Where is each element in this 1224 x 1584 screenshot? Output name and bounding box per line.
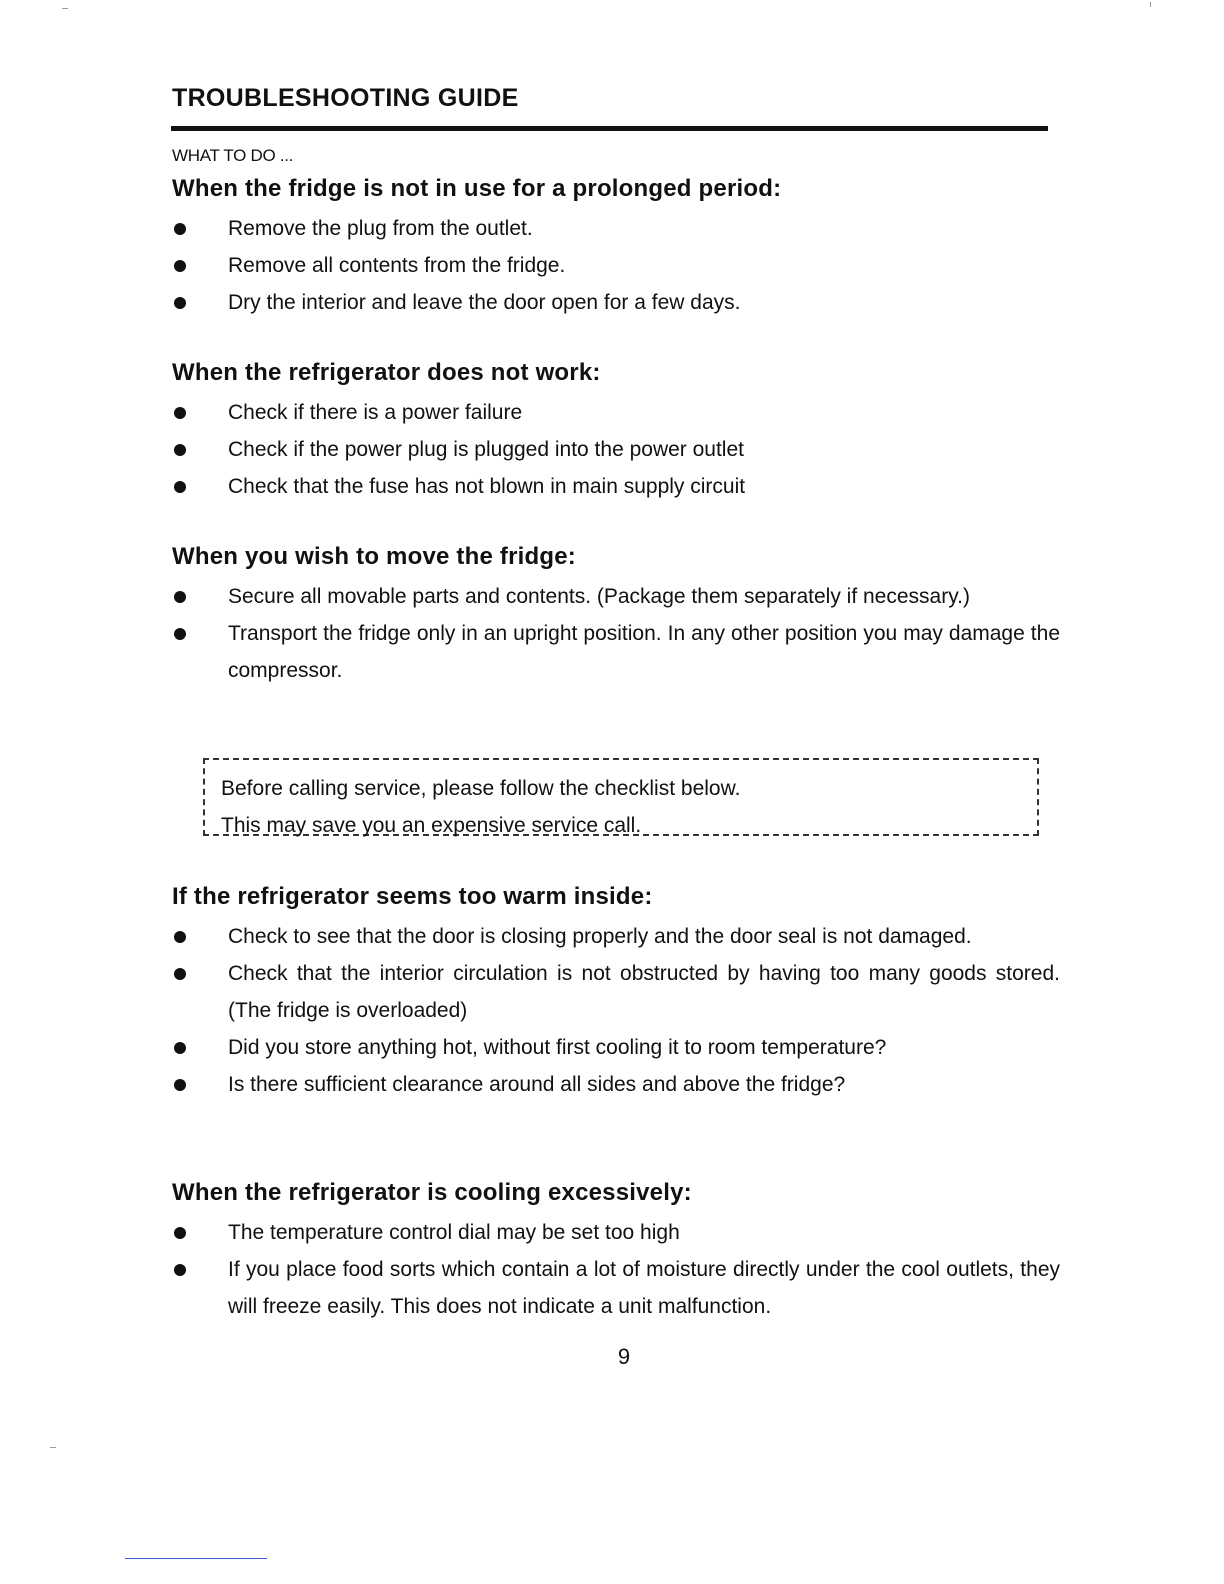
scan-mark (50, 1447, 56, 1448)
section-heading: When the fridge is not in use for a prolonged period: (172, 175, 782, 202)
scan-edge-line (125, 1558, 267, 1559)
scan-mark (1150, 2, 1151, 7)
list-item (172, 394, 1060, 431)
section-cooling-excessively (172, 1176, 1060, 1325)
bullet-icon (174, 223, 186, 235)
bullet-icon (174, 628, 186, 640)
bullet-icon (174, 260, 186, 272)
section-heading: When the refrigerator is cooling excessively: (172, 1179, 692, 1206)
list-item-text: Remove all contents from the fridge. (228, 254, 566, 277)
list-item (172, 578, 1060, 615)
list-item (172, 955, 1060, 1029)
bullet-icon (174, 1227, 186, 1239)
list-item (172, 1251, 1060, 1325)
list-item-text: Check if there is a power failure (228, 401, 523, 424)
list-item-text: Transport the fridge only in an upright position. In any other position you may damage the compressor. (228, 622, 1060, 682)
scan-mark (62, 8, 68, 9)
list-item-text: Check to see that the door is closing properly and the door seal is not damaged. (228, 925, 972, 948)
section-heading: If the refrigerator seems too warm inside: (172, 883, 653, 910)
list-item-text: If you place food sorts which contain a lot of moisture directly under the cool outlets, they will freeze easily. This does not indicate a unit malfunction. (228, 1258, 1060, 1318)
section-not-in-use (172, 172, 1060, 321)
section-does-not-work (172, 356, 1060, 505)
list-item-text: Check if the power plug is plugged into the power outlet (228, 438, 744, 461)
bullet-list (172, 210, 1060, 321)
notice-line: This may save you an expensive service call. (221, 814, 642, 837)
list-item (172, 431, 1060, 468)
bullet-icon (174, 1042, 186, 1054)
list-item (172, 284, 1060, 321)
bullet-icon (174, 1264, 186, 1276)
service-notice-box (203, 758, 1039, 836)
list-item-text: Did you store anything hot, without first cooling it to room temperature? (228, 1036, 887, 1059)
bullet-icon (174, 407, 186, 419)
section-too-warm (172, 880, 1060, 1103)
bullet-list (172, 918, 1060, 1103)
list-item (172, 1066, 1060, 1103)
list-item-text: Remove the plug from the outlet. (228, 217, 533, 240)
bullet-list (172, 1214, 1060, 1325)
bullet-icon (174, 931, 186, 943)
notice-line: Before calling service, please follow the checklist below. (221, 777, 741, 800)
bullet-icon (174, 444, 186, 456)
list-item-text: Dry the interior and leave the door open for a few days. (228, 291, 741, 314)
section-heading: When the refrigerator does not work: (172, 359, 601, 386)
bullet-icon (174, 968, 186, 980)
bullet-icon (174, 591, 186, 603)
page-number: 9 (617, 1344, 631, 1369)
list-item-text: Secure all movable parts and contents. (Package them separately if necessary.) (228, 585, 970, 608)
list-item-text: Check that the fuse has not blown in main supply circuit (228, 475, 746, 498)
page-title: TROUBLESHOOTING GUIDE (172, 84, 519, 112)
bullet-icon (174, 481, 186, 493)
bullet-icon (174, 1079, 186, 1091)
bullet-list (172, 394, 1060, 505)
list-item (172, 918, 1060, 955)
list-item (172, 210, 1060, 247)
title-divider (171, 126, 1048, 131)
page-subtitle: WHAT TO DO ... (172, 146, 294, 165)
list-item-text: Check that the interior circulation is not obstructed by having too many goods stored. (The fridge is overloaded) (228, 962, 1060, 1022)
section-heading: When you wish to move the fridge: (172, 543, 576, 570)
section-move-fridge (172, 540, 1060, 689)
list-item (172, 1029, 1060, 1066)
list-item (172, 615, 1060, 689)
bullet-icon (174, 297, 186, 309)
list-item-text: The temperature control dial may be set too high (228, 1221, 680, 1244)
list-item (172, 468, 1060, 505)
bullet-list (172, 578, 1060, 689)
list-item (172, 1214, 1060, 1251)
list-item (172, 247, 1060, 284)
list-item-text: Is there sufficient clearance around all sides and above the fridge? (228, 1073, 846, 1096)
